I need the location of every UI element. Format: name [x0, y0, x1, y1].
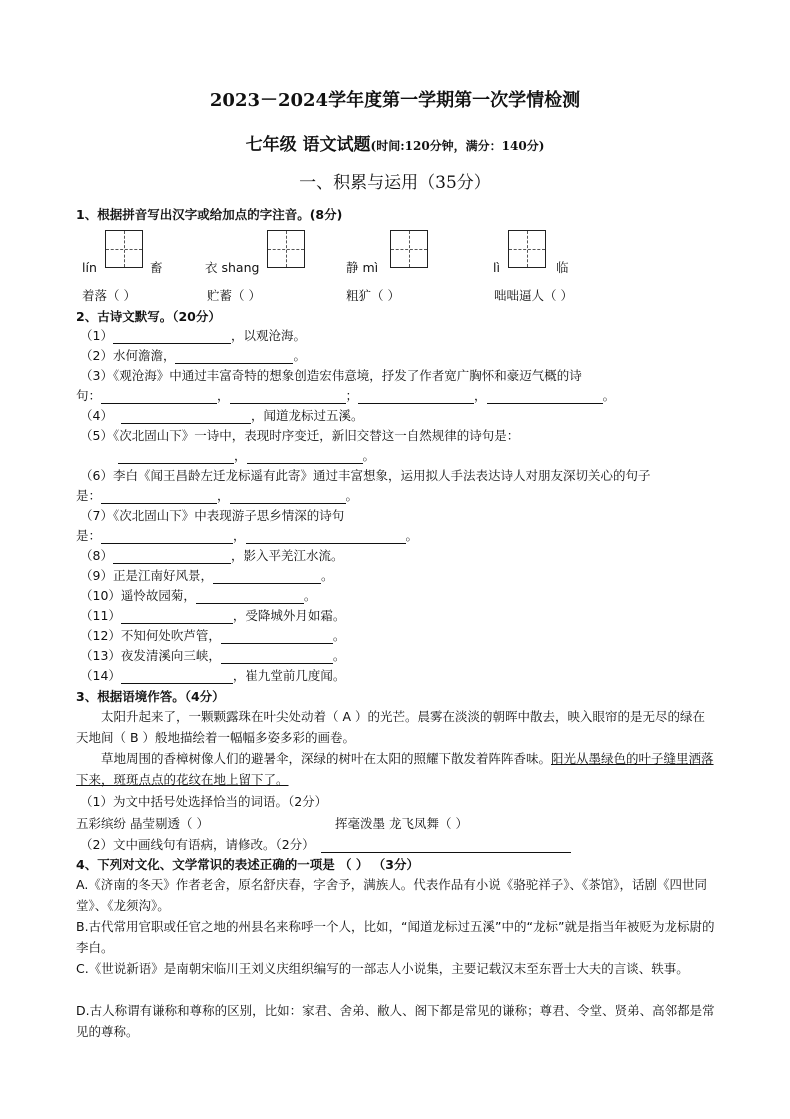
- blank[interactable]: [487, 389, 603, 404]
- poem-line-3-answers: 句： ， ； ， 。: [76, 388, 616, 403]
- answer-grid-2[interactable]: [267, 230, 305, 268]
- time-score-note: (时间:120分钟，满分：140分): [370, 139, 545, 153]
- poem-line-2: （2）水何澹澹， 。: [80, 348, 306, 363]
- blank[interactable]: [230, 389, 346, 404]
- pinyin-li: lì: [493, 260, 500, 275]
- section-heading: 一、积累与运用（35分）: [299, 173, 491, 193]
- blank[interactable]: [121, 609, 233, 624]
- q3-sub1: （1）为文中括号处选择恰当的词语。（2分）: [80, 794, 328, 809]
- exam-subtitle: [0, 130, 790, 155]
- poem-line-13: （13）夜发清溪向三峡， 。: [80, 648, 346, 663]
- blank[interactable]: [221, 649, 333, 664]
- option-a: A.《济南的冬天》作者老舍，原名舒庆春，字舍予，满族人。代表作品有小说《骆驼祥子》、《茶馆》，话剧《四世同堂》、《龙须沟》。: [76, 877, 708, 913]
- poem-line-1: （1） ，以观沧海。: [80, 328, 306, 343]
- blank[interactable]: [121, 409, 251, 424]
- blank[interactable]: [358, 389, 474, 404]
- poem-line-14: （14） ，崔九堂前几度闻。: [80, 668, 346, 683]
- question-4-stem: 4、下列对文化、文学常识的表述正确的一项是 （ ） （3分）: [76, 857, 419, 872]
- word-zhuoluo: 着落（ ）: [82, 288, 136, 303]
- question-1-stem: 1、根据拼音写出汉字或给加点的字注音。(8分): [76, 207, 343, 222]
- poem-line-3: （3）《观沧海》中通过丰富奇特的想象创造宏伟意境，抒发了作者宽广胸怀和豪迈气概的诗: [80, 368, 582, 383]
- word-zhuxu: 贮蓄（ ）: [207, 288, 261, 303]
- poem-line-7-answers: 是： ， 。: [76, 528, 419, 543]
- blank[interactable]: [113, 329, 231, 344]
- passage-paragraph-1: 太阳升起来了，一颗颗露珠在叶尖处动着（ A ）的光芒。晨雾在淡淡的朝晖中散去，映入眼帘的是无尽的绿在天地间（ B ）般地描绘着一幅幅多姿多彩的画卷。: [76, 709, 705, 745]
- poem-line-6: （6）李白《闻王昌龄左迁龙标遥有此寄》通过丰富想象，运用拟人手法表达诗人对朋友深切关心的句子: [80, 468, 651, 483]
- blank[interactable]: [196, 589, 304, 604]
- poem-line-12: （12）不知何处吹芦管， 。: [80, 628, 346, 643]
- word-cuguang: 粗犷（ ）: [346, 288, 400, 303]
- q3-sub2: （2）文中画线句有语病，请修改。（2分）: [80, 835, 571, 853]
- pinyin-shang: 衣 shang: [205, 260, 260, 275]
- poem-line-4: （4） ，闻道龙标过五溪。: [80, 408, 364, 423]
- poem-line-5-answers: ， 。: [118, 446, 375, 464]
- underlined-sentence: 阳光从墨绿色的叶子缝里洒落下来，斑斑点点的花纹在地上留下了。: [76, 751, 714, 787]
- blank[interactable]: [101, 529, 233, 544]
- exam-title: 2023－2024学年度第一学期第一次学情检测: [209, 90, 581, 111]
- blank[interactable]: [118, 449, 234, 464]
- option-d: D.古人称谓有谦称和尊称的区别，比如：家君、舍弟、敝人、阁下都是常见的谦称；尊君、令堂、贤弟、高邻都是常见的尊称。: [76, 1003, 715, 1039]
- blank[interactable]: [175, 349, 293, 364]
- blank[interactable]: [101, 489, 217, 504]
- poem-line-8: （8） ，影入平羌江水流。: [80, 548, 344, 563]
- poem-line-9: （9）正是江南好风景， 。: [80, 568, 334, 583]
- blank[interactable]: [101, 389, 217, 404]
- blank[interactable]: [230, 489, 346, 504]
- poem-line-10: （10）遥怜故园菊， 。: [80, 588, 317, 603]
- poem-line-7: （7）《次北固山下》中表现游子思乡情深的诗句: [80, 508, 345, 523]
- pinyin-mi: 静 mì: [346, 260, 379, 275]
- blank[interactable]: [113, 549, 231, 564]
- blank[interactable]: [213, 569, 321, 584]
- char-chu: 畜: [150, 260, 163, 275]
- option-c: C.《世说新语》是南朝宋临川王刘义庆组织编写的一部志人小说集，主要记载汉末至东晋士大夫的言谈、轶事。: [76, 961, 689, 976]
- blank[interactable]: [246, 529, 406, 544]
- q3-options-a: 五彩缤纷 晶莹剔透（ ）: [76, 816, 209, 831]
- revision-blank[interactable]: [321, 838, 571, 853]
- poem-line-6-answers: 是： ， 。: [76, 488, 359, 503]
- blank[interactable]: [121, 669, 233, 684]
- char-lin: 临: [556, 260, 569, 275]
- pinyin-lin: lín: [82, 260, 97, 275]
- answer-grid-3[interactable]: [390, 230, 428, 268]
- answer-grid-1[interactable]: [105, 230, 143, 268]
- poem-line-5: （5）《次北固山下》一诗中，表现时序变迁，新旧交替这一自然规律的诗句是：: [80, 428, 520, 443]
- blank[interactable]: [247, 449, 363, 464]
- poem-line-11: （11） ，受降城外月如霜。: [80, 608, 346, 623]
- option-b: B.古代常用官职或任官之地的州县名来称呼一个人，比如，“闻道龙标过五溪”中的“龙标”就是指当年被贬为龙标尉的李白。: [76, 919, 715, 955]
- q3-options-b: 挥毫泼墨 龙飞凤舞（ ）: [335, 816, 468, 831]
- word-duoduobiren: 咄咄逼人（ ）: [494, 288, 573, 303]
- blank[interactable]: [221, 629, 333, 644]
- passage-paragraph-2: 草地周围的香樟树像人们的避暑伞，深绿的树叶在太阳的照耀下散发着阵阵香味。阳光从墨绿色的叶子缝里洒落下来，斑斑点点的花纹在地上留下了。: [76, 751, 714, 787]
- subject-title: 七年级 语文试题: [245, 135, 371, 155]
- answer-grid-4[interactable]: [508, 230, 546, 268]
- question-3-stem: 3、根据语境作答。（4分）: [76, 689, 225, 704]
- question-2-stem: 2、古诗文默写。（20分）: [76, 309, 221, 324]
